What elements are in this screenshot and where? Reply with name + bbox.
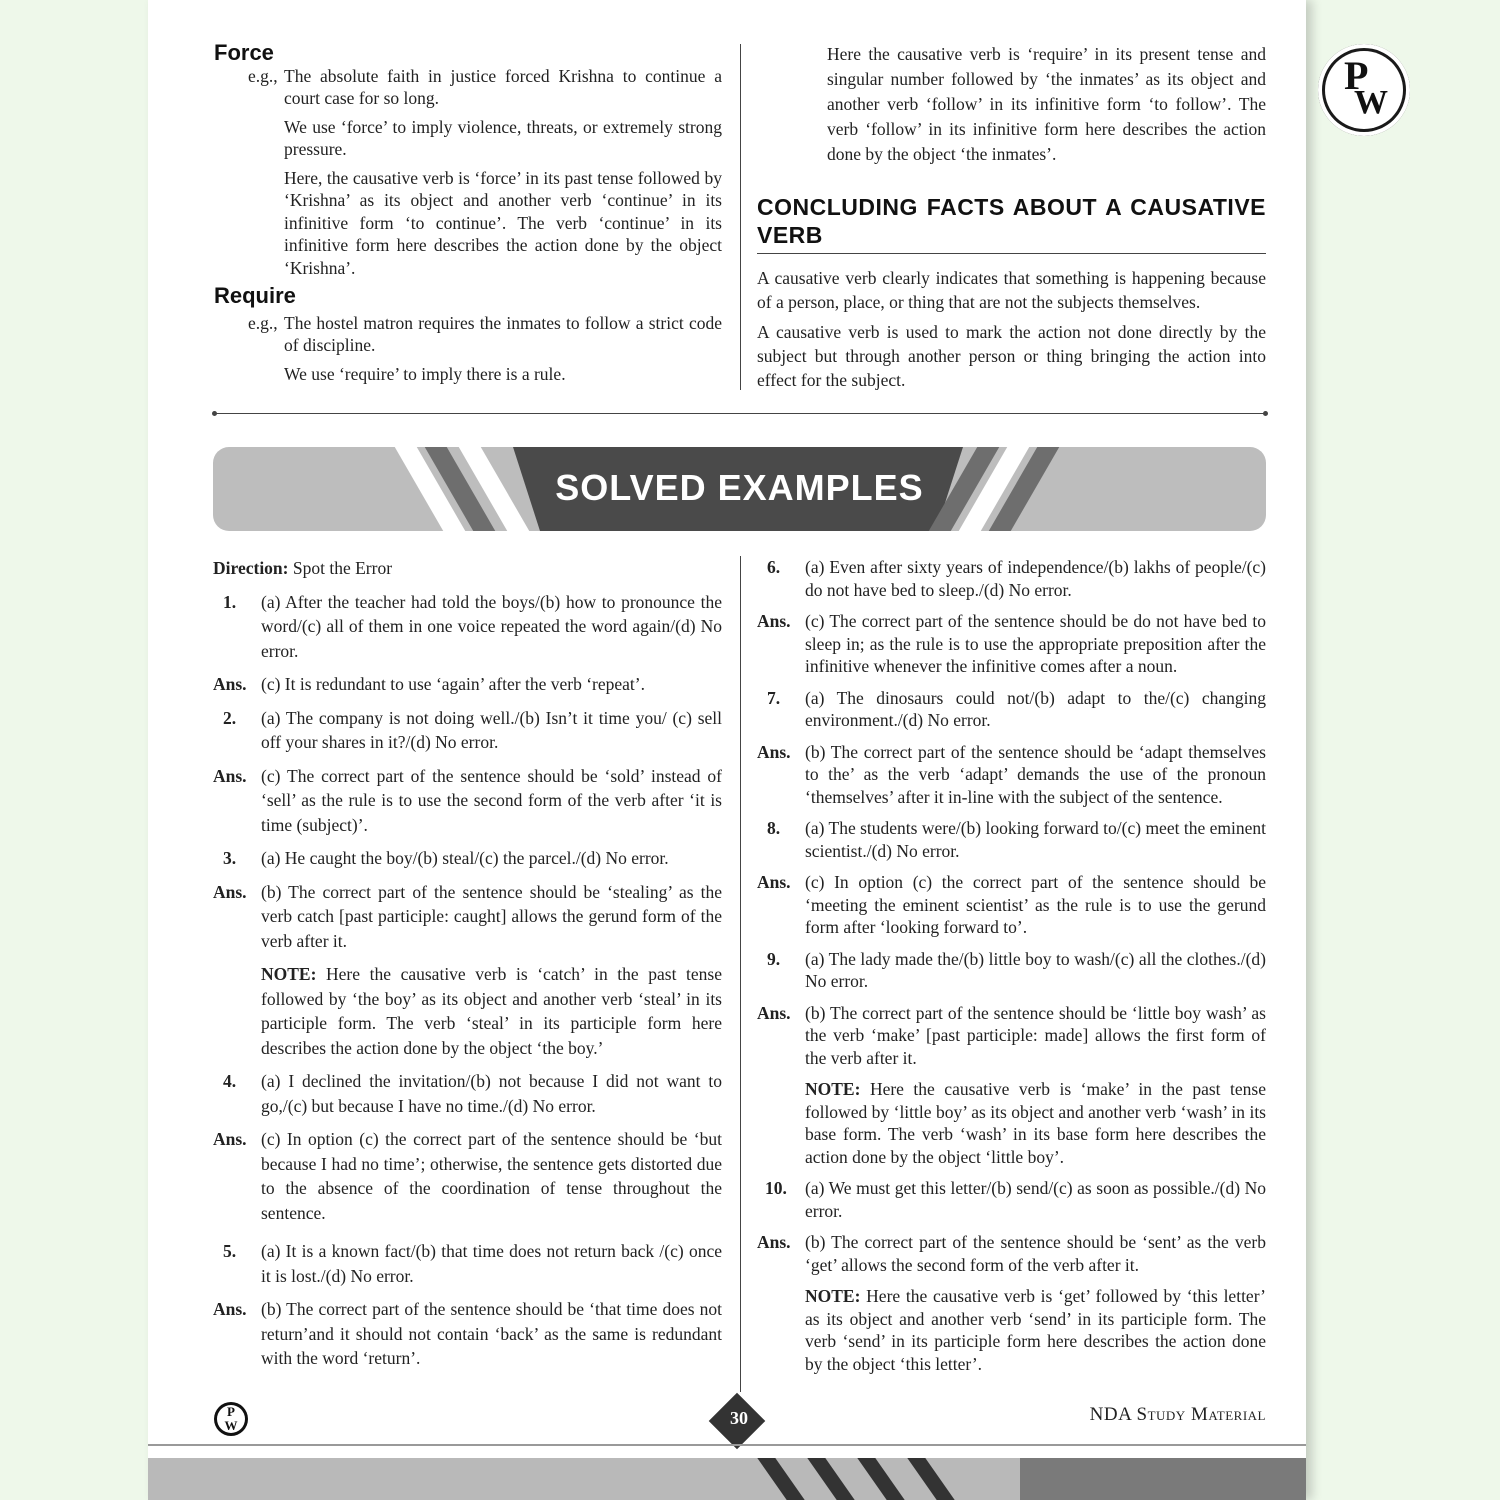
footer-rule (148, 1444, 1306, 1446)
concluding-p2: A causative verb is used to mark the action not done directly by the subject but through another person or thing bringing the action into effect for the subject. (757, 322, 1266, 390)
answer-4: Ans. (c) In option (c) the correct part of the sentence should be ‘but because I had no time’; otherwise, the sentence gets distorted due to the absence of the coordination of tense throughout the sentence. (213, 1129, 722, 1223)
answer-2: Ans. (c) The correct part of the sentence should be ‘sold’ instead of ‘sell’ as the rule is to use the second form of the verb after ‘it is time (subject)’. (213, 765, 722, 835)
answer-7: Ans. (b) The correct part of the sentence should be ‘adapt themselves to the’ as the verb ‘adapt’ demands the use of the pronoun ‘themselves’ after it in-line with the subject of the sentence. (757, 741, 1266, 807)
examples-divider (740, 556, 741, 1392)
answer-9: Ans. (b) The correct part of the sentence should be ‘little boy wash’ as the verb ‘make’ [past participle: made] allows the first form of the verb after it. (757, 1002, 1266, 1068)
note-3: NOTE: Here the causative verb is ‘catch’ in the past tense followed by ‘the boy’ as its object and another verb ‘steal’ in its participle form. The verb ‘steal’ in its participle form here describes the action done by the object ‘the boy.’ (261, 964, 722, 1058)
answer-8: Ans. (c) In option (c) the correct part of the sentence should be ‘meeting the eminent scientist’ as the rule is to use the gerund form after ‘looking forward to’. (757, 872, 1266, 937)
direction: Direction: Spot the Error (213, 558, 393, 578)
page-number: 30 (712, 1396, 766, 1450)
question-6: 6. (a) Even after sixty years of independence/(b) lakhs of people/(c) do not have bed to sleep./(d) No error. (767, 557, 1266, 600)
question-5: 5. (a) It is a known fact/(b) that time does not return back /(c) once it is lost./(d) No error. (223, 1241, 722, 1286)
question-10: 10. (a) We must get this letter/(b) send/(c) as soon as possible./(d) No error. (765, 1178, 1266, 1221)
concluding-heading: CONCLUDING FACTS ABOUT A CAUSATIVE VERB (757, 193, 1266, 254)
question-2: 2. (a) The company is not doing well./(b) Isn’t it time you/ (c) sell off your shares in it?/(d) No error. (223, 707, 722, 752)
answer-5: Ans. (b) The correct part of the sentence should be ‘that time does not return’and it should not contain ‘back’ as the same is redundant with the word ‘return’. (213, 1299, 722, 1368)
note-10: NOTE: Here the causative verb is ‘get’ followed by ‘this letter’ as its object and another verb ‘send’ in its participle form. The verb ‘send’ in its participle form here describes the action done by the object ‘this letter’. (805, 1286, 1266, 1374)
pw-logo: P W (1318, 44, 1410, 136)
pw-logo-small: P W (214, 1402, 248, 1436)
column-divider (740, 44, 741, 390)
solved-examples-banner (213, 447, 1266, 531)
force-p2: Here, the causative verb is ‘force’ in its past tense followed by ‘Krishna’ as its object and another verb ‘continue’ in its infinitive form ‘to continue’. The verb ‘continue’ in its infinitive form here describes the action done by the object ‘Krishna’. (284, 167, 722, 278)
require-example: The hostel matron requires the inmates to follow a strict code of discipline. (284, 312, 722, 355)
force-example: The absolute faith in justice forced Krishna to continue a court case for so long. (284, 65, 722, 108)
top-right-column (757, 42, 1266, 392)
question-1: 1. (a) After the teacher had told the boys/(b) how to pronounce the word/(c) all of them in one voice repeated the word again/(d) No error. (223, 591, 722, 661)
note-9: NOTE: Here the causative verb is ‘make’ in the past tense followed by ‘little boy’ as its object and another verb ‘wash’ in its base form. The verb ‘wash’ in its base form here describes the action done by the object ‘little boy’. (805, 1079, 1266, 1167)
force-p1: We use ‘force’ to imply violence, threats, or extremely strong pressure. (284, 116, 722, 159)
section-divider (214, 413, 1266, 414)
answer-3: Ans. (b) The correct part of the sentence should be ‘stealing’ as the verb catch [past participle: caught] allows the gerund form of the verb after it. (213, 881, 722, 951)
question-8: 8. (a) The students were/(b) looking forward to/(c) meet the eminent scientist./(d) No error. (767, 818, 1266, 861)
question-9: 9. (a) The lady made the/(b) little boy to wash/(c) all the clothes./(d) No error. (767, 948, 1266, 991)
examples-right-column (757, 556, 1266, 1375)
concluding-p1: A causative verb clearly indicates that something is happening because of a person, place, or thing that are not the subjects themselves. (757, 268, 1266, 312)
question-3: 3. (a) He caught the boy/(b) steal/(c) the parcel./(d) No error. (223, 848, 669, 868)
answer-1: Ans. (c) It is redundant to use ‘again’ after the verb ‘repeat’. (213, 674, 646, 694)
top-left-column: Force e.g., The absolute faith in justice forced Krishna to continue a court case for so long. We use ‘force’ to imply violence, threats, or extremely strong pressure. Here, the causative verb is ‘force’ in its past tense followed by ‘Krishna’ as its object and another verb ‘continue’ in its infinitive form ‘to continue’. The verb ‘continue’ in its infinitive form here describes the action done by the object ‘Krishna’. Require e.g., The hostel matron requires the inmates to follow a strict code of discipline. We use ‘require’ to imply there is a rule. (214, 40, 722, 384)
footer-title: NDA Study Material (1089, 1404, 1266, 1425)
require-p2: Here the causative verb is ‘require’ in its present tense and singular number followed by ‘the inmates’ as its object and another verb ‘follow’ in its infinitive form ‘to follow’. The verb ‘follow’ in its infinitive form here describes the action done by the object ‘the inmates’. (827, 44, 1266, 164)
question-4: 4. (a) I declined the invitation/(b) not because I did not want to go,/(c) but because I have no time./(d) No error. (223, 1071, 722, 1116)
footer-bar-dark (1020, 1458, 1306, 1500)
require-heading: Require (214, 283, 296, 308)
examples-left-column (213, 556, 722, 1371)
force-heading: Force (214, 40, 274, 65)
banner-title: SOLVED EXAMPLES (555, 467, 924, 508)
question-7: 7. (a) The dinosaurs could not/(b) adapt to the/(c) changing environment./(d) No error. (767, 687, 1266, 730)
answer-6: Ans. (c) The correct part of the sentence should be do not have bed to sleep in; as the rule is to use the appropriate preposition after the infinitive whenever the infinitive comes after a noun. (757, 611, 1266, 676)
answer-10: Ans. (b) The correct part of the sentence should be ‘sent’ as the verb ‘get’ allows the second form of the verb after it. (757, 1232, 1266, 1275)
require-p1: We use ‘require’ to imply there is a rule. (284, 363, 566, 384)
